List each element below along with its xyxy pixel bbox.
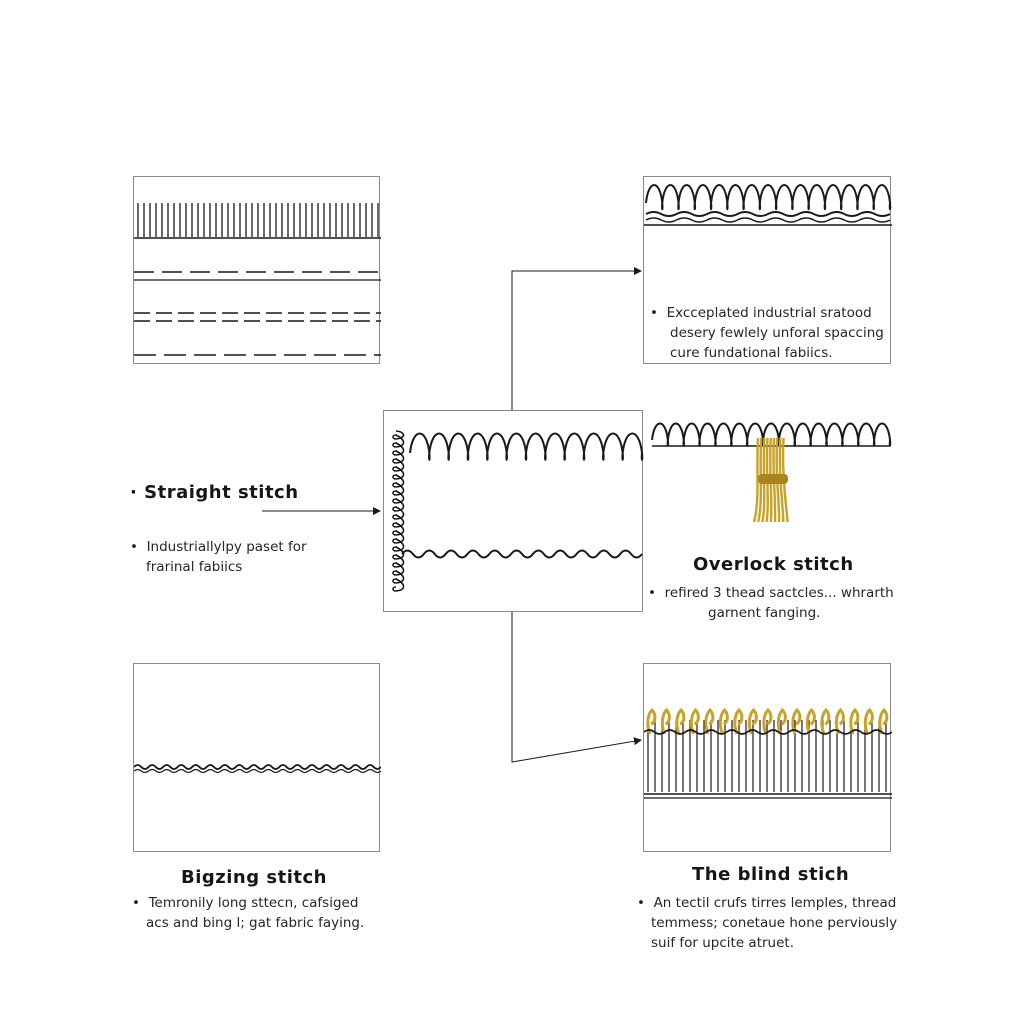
desc-line: temmess; conetaue hone perviously — [651, 915, 898, 931]
top-right-panel — [643, 176, 891, 364]
zigzag-stitch-description — [132, 893, 364, 933]
bullet-icon: • — [650, 305, 658, 321]
top-right-description — [650, 303, 884, 363]
desc-line: An tectil crufs tirres lemples, thread — [653, 895, 897, 911]
bullet-icon: • — [648, 585, 656, 601]
desc-line: cure fundational fabiics. — [670, 345, 833, 361]
desc-line: Excceplated industrial sratood — [666, 305, 872, 321]
desc-line: refired 3 thead sactcles... whrarth — [664, 585, 894, 601]
desc-line: desery fewlely unforal spaccing — [670, 325, 884, 341]
bullet-icon: · — [130, 482, 138, 503]
bullet-icon: • — [130, 539, 138, 555]
desc-line: Industriallylpy paset for — [146, 539, 307, 555]
straight-stitch-panel — [133, 176, 380, 364]
desc-line: frarinal fabiics — [146, 559, 243, 575]
blind-stitch-description — [637, 893, 897, 953]
overlock-illustration — [650, 410, 892, 525]
title-text: Straight stitch — [144, 482, 299, 503]
desc-line: suif for upcite atruet. — [651, 935, 794, 951]
desc-line: Temronily long sttecn, cafsiged — [148, 895, 359, 911]
blind-stitch-panel — [643, 663, 891, 852]
zigzag-stitch-illustration — [134, 664, 381, 853]
blind-stitch-title: The blind stich — [692, 864, 850, 885]
straight-stitch-title — [130, 482, 299, 503]
desc-line: acs and bing l; gat fabric faying. — [146, 915, 365, 931]
desc-line: garnent fanging. — [708, 605, 821, 621]
blind-stitch-illustration — [644, 664, 892, 853]
bullet-icon: • — [637, 895, 645, 911]
arrow-to-top-right — [512, 271, 641, 410]
straight-stitch-illustration — [134, 177, 381, 365]
zigzag-corner-illustration — [384, 411, 644, 613]
overlock-stitch-description — [648, 583, 894, 623]
overlock-stitch-title: Overlock stitch — [693, 554, 854, 575]
arrow-to-blind — [512, 612, 641, 762]
zigzag-panel — [133, 663, 380, 852]
straight-stitch-description — [130, 537, 307, 577]
zigzag-stitch-title: Bigzing stitch — [181, 867, 327, 888]
center-panel — [383, 410, 643, 612]
bullet-icon: • — [132, 895, 140, 911]
